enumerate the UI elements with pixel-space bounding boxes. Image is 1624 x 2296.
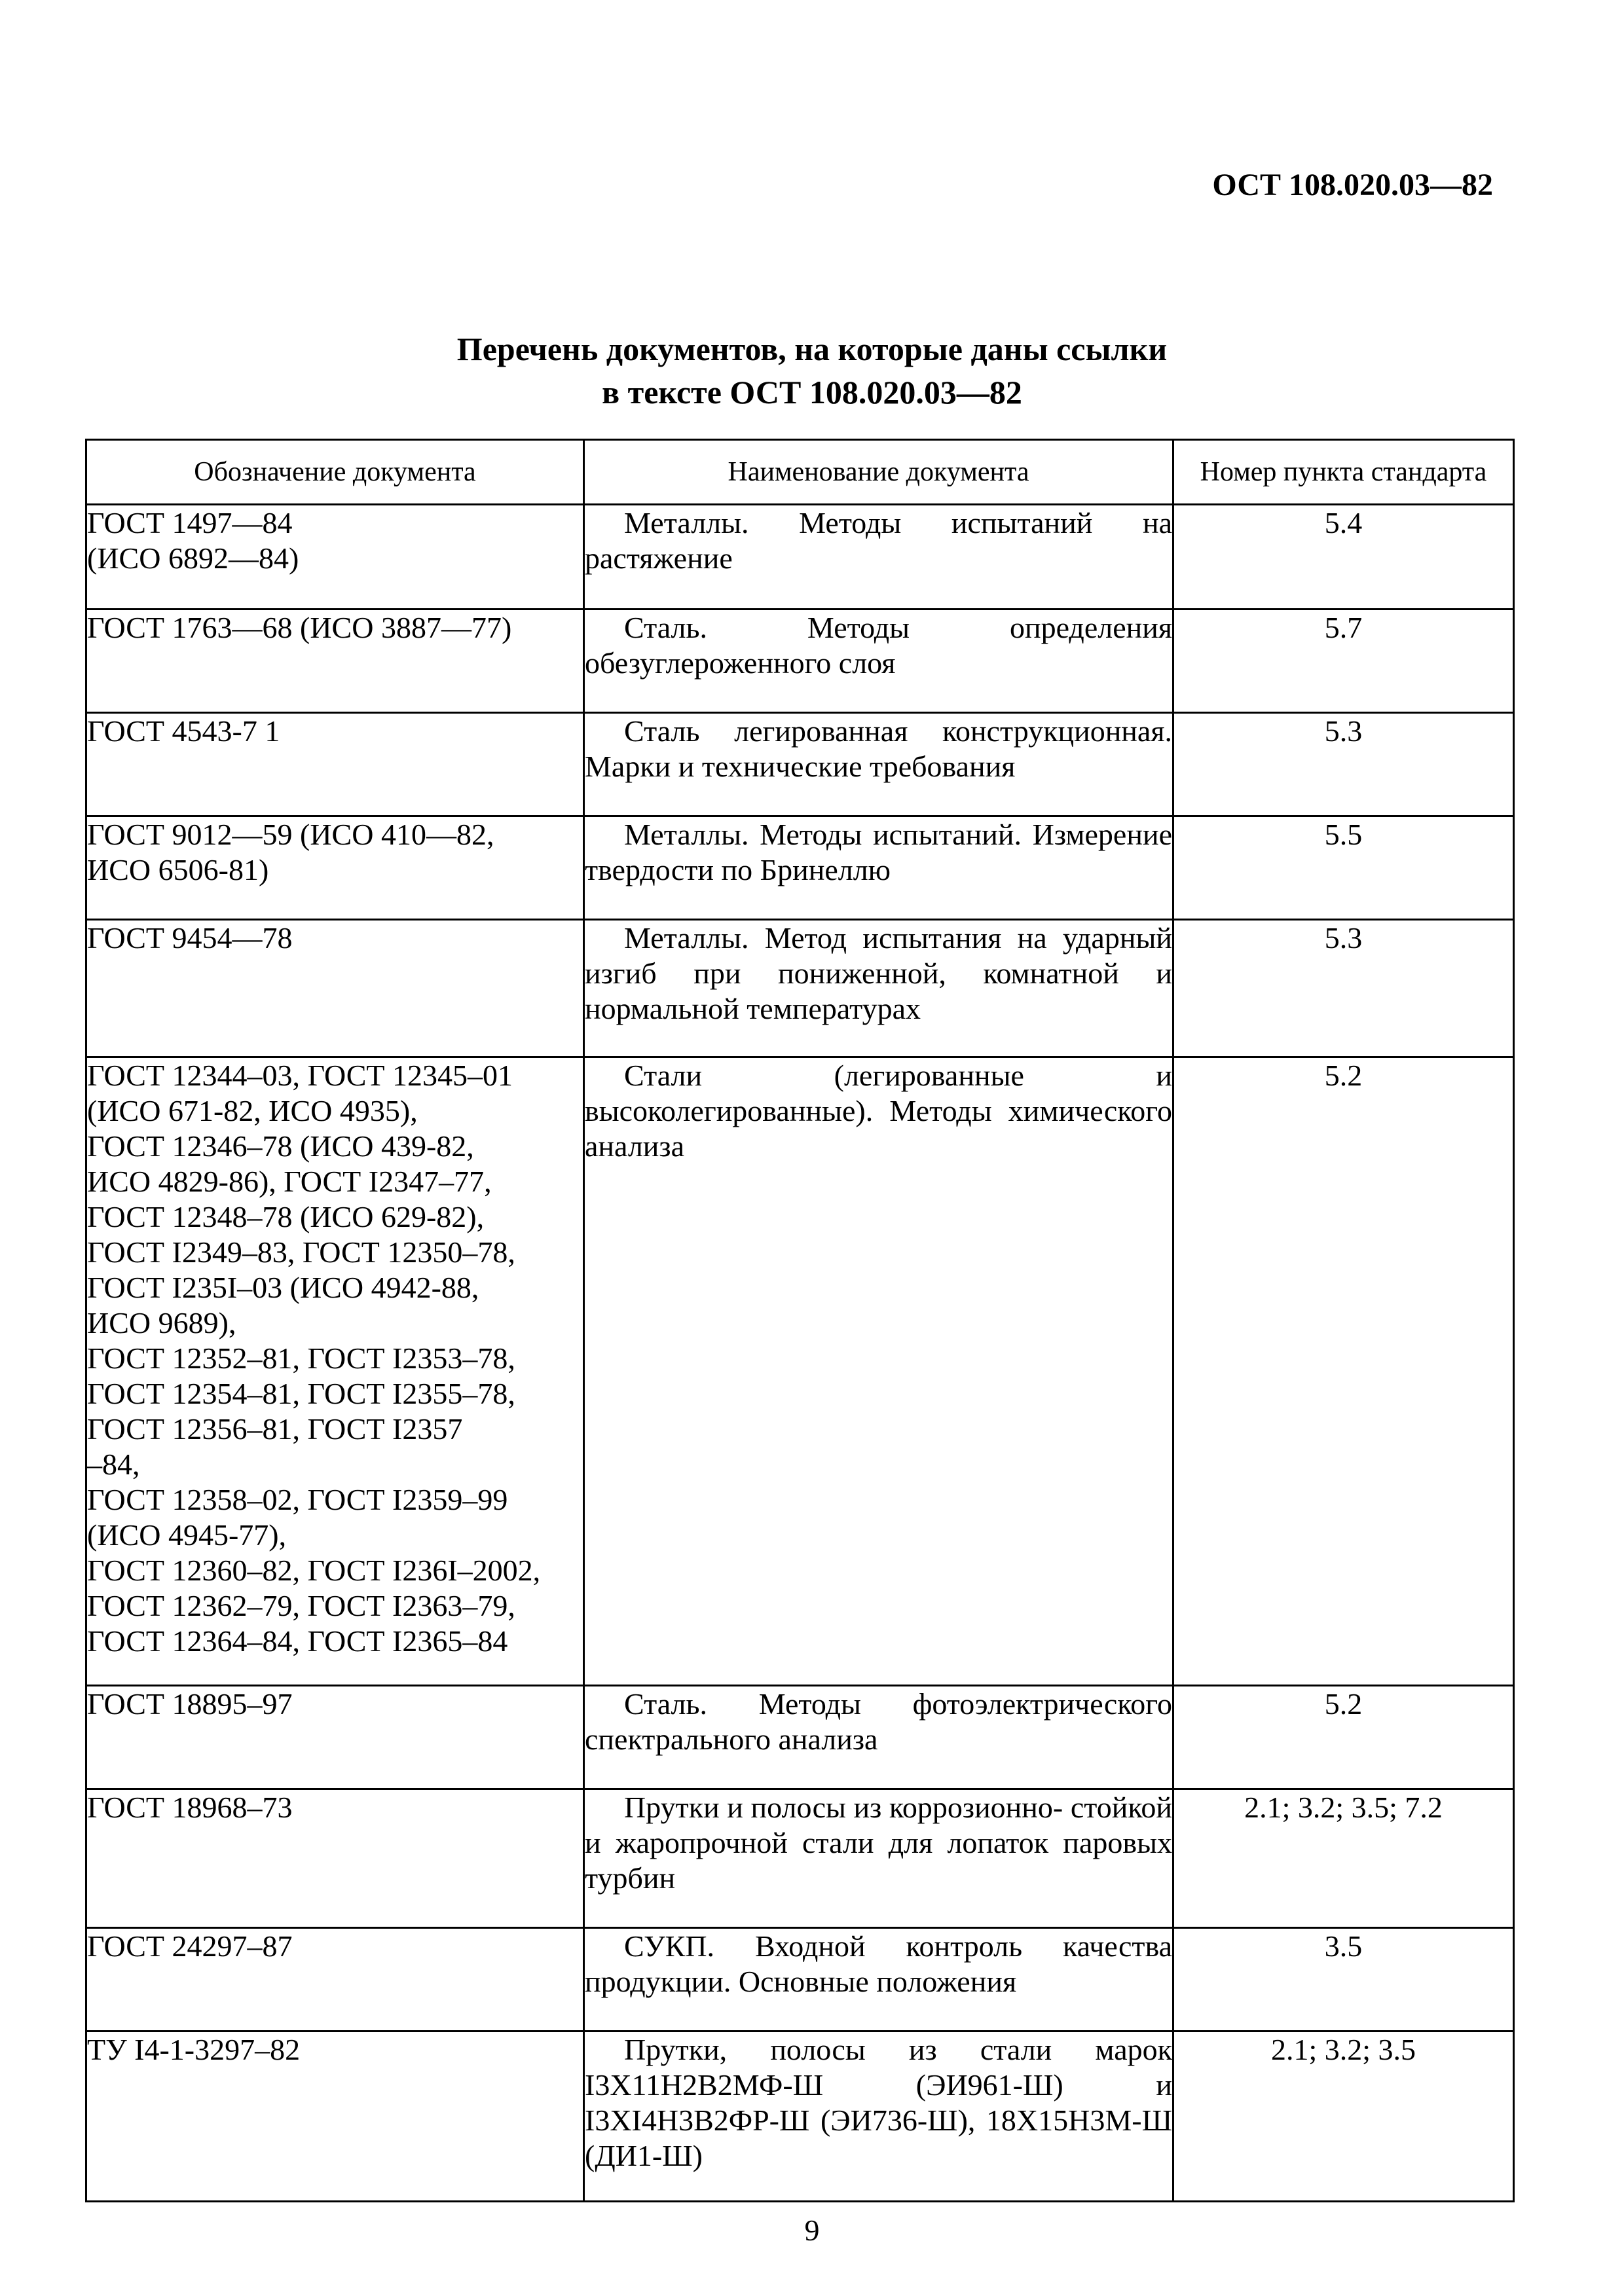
doc-designation: ГОСТ 24297–87 <box>86 1928 584 2032</box>
table-row <box>86 1057 1514 1686</box>
clause-number: 5.5 <box>1173 816 1514 920</box>
document-code: ОСТ 108.020.03—82 <box>1212 168 1493 202</box>
clause-number: 5.3 <box>1173 920 1514 1057</box>
doc-designation: ГОСТ 1497—84 (ИСО 6892—84) <box>86 505 584 610</box>
doc-designation: ГОСТ 12344–03, ГОСТ 12345–01 (ИСО 671-82, ИСО 4935), ГОСТ 12346–78 (ИСО 439-82, ИСО 4829-86), ГОСТ I2347–77, ГОСТ 12348–78 (ИСО 629-82), ГОСТ I2349–83, ГОСТ 12350–78, ГОСТ I235I–03 (ИСО 4942-88, ИСО 9689), ГОСТ 12352–81, ГОСТ I2353–78, ГОСТ 12354–81, ГОСТ I2355–78, ГОСТ 12356–81, ГОСТ I2357 –84, ГОСТ 12358–02, ГОСТ I2359–99 (ИСО 4945-77), ГОСТ 12360–82, ГОСТ I236I–2002, ГОСТ 12362–79, ГОСТ I2363–79, ГОСТ 12364–84, ГОСТ I2365–84 <box>86 1057 584 1686</box>
table-row <box>86 816 1514 920</box>
doc-name: Сталь легированная конструкционная. Марки и технические требования <box>584 713 1173 816</box>
doc-designation: ТУ I4-1-3297–82 <box>86 2032 584 2202</box>
clause-number: 5.4 <box>1173 505 1514 610</box>
title-line-1: Перечень документов, на которые даны ссылки <box>456 331 1168 367</box>
table-row <box>86 920 1514 1057</box>
column-header-designation: Обозначение документа <box>86 440 584 505</box>
clause-number: 2.1; 3.2; 3.5; 7.2 <box>1173 1789 1514 1928</box>
table-row <box>86 1928 1514 2032</box>
doc-designation: ГОСТ 1763—68 (ИСО 3887—77) <box>86 610 584 713</box>
doc-name: СУКП. Входной контроль качества продукции. Основные положения <box>584 1928 1173 2032</box>
doc-name: Металлы. Метод испытания на ударный изгиб при пониженной, комнатной и нормальной температурах <box>584 920 1173 1057</box>
clause-number: 5.2 <box>1173 1057 1514 1686</box>
table-header-row <box>86 440 1514 505</box>
references-table <box>85 439 1515 2202</box>
doc-designation: ГОСТ 18968–73 <box>86 1789 584 1928</box>
doc-name: Стали (легированные и высоколегированные). Методы химического анализа <box>584 1057 1173 1686</box>
clause-number: 5.2 <box>1173 1686 1514 1789</box>
doc-name: Сталь. Методы фотоэлектрического спектрального анализа <box>584 1686 1173 1789</box>
clause-number: 5.7 <box>1173 610 1514 713</box>
doc-name: Металлы. Методы испытаний. Измерение твердости по Бринеллю <box>584 816 1173 920</box>
clause-number: 5.3 <box>1173 713 1514 816</box>
doc-name: Прутки и полосы из коррозионно- стойкой и жаропрочной стали для лопаток паровых турбин <box>584 1789 1173 1928</box>
doc-name: Металлы. Методы испытаний на растяжение <box>584 505 1173 610</box>
page-number: 9 <box>804 2214 820 2247</box>
table-row <box>86 505 1514 610</box>
column-header-clause: Номер пункта стандарта <box>1173 440 1514 505</box>
doc-name: Сталь. Методы определения обезуглероженного слоя <box>584 610 1173 713</box>
column-header-name: Наименование документа <box>584 440 1173 505</box>
title-line-2: в тексте ОСТ 108.020.03—82 <box>602 374 1022 410</box>
table-row <box>86 1789 1514 1928</box>
clause-number: 2.1; 3.2; 3.5 <box>1173 2032 1514 2202</box>
table-row <box>86 1686 1514 1789</box>
doc-designation: ГОСТ 9454—78 <box>86 920 584 1057</box>
doc-designation: ГОСТ 4543-7 1 <box>86 713 584 816</box>
doc-name: Прутки, полосы из стали марок I3Х11Н2В2МФ-Ш (ЭИ961-Ш) и I3ХI4Н3В2ФР-Ш (ЭИ736-Ш), 18Х15Н3М-Ш (ДИ1-Ш) <box>584 2032 1173 2202</box>
doc-designation: ГОСТ 18895–97 <box>86 1686 584 1789</box>
clause-number: 3.5 <box>1173 1928 1514 2032</box>
table-row <box>86 610 1514 713</box>
table-row <box>86 2032 1514 2202</box>
document-title <box>0 327 1624 414</box>
table-row <box>86 713 1514 816</box>
doc-designation: ГОСТ 9012—59 (ИСО 410—82, ИСО 6506-81) <box>86 816 584 920</box>
